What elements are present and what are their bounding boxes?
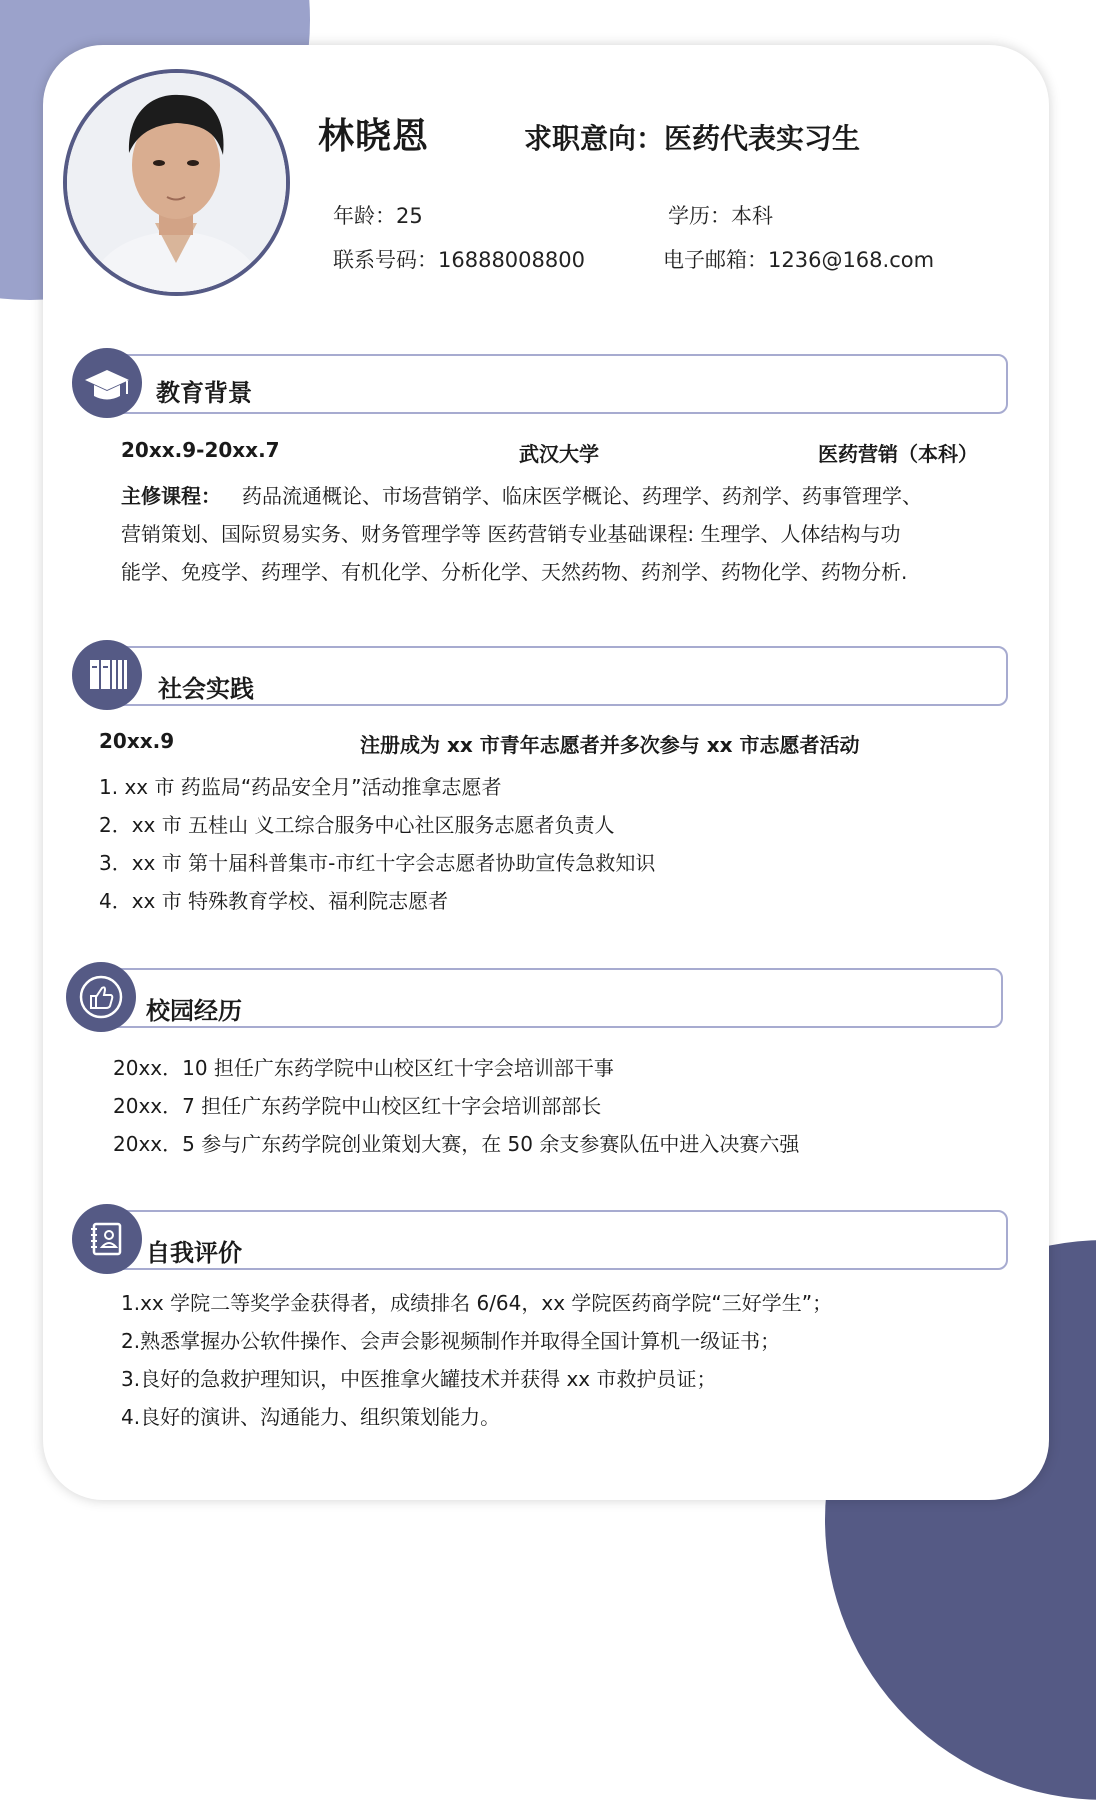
notebook-icon — [72, 1204, 142, 1274]
campus-item-2: 20xx．7 担任广东药学院中山校区红十字会培训部部长 — [113, 1094, 602, 1118]
education-school: 武汉大学 — [519, 442, 599, 466]
education-period: 20xx.9-20xx.7 — [121, 438, 280, 462]
avatar — [63, 69, 290, 296]
education-level-field: 学历：本科 — [668, 204, 773, 228]
thumbs-up-icon — [66, 962, 136, 1032]
education-title: 教育背景 — [156, 379, 252, 407]
practice-item-3: 3．xx 市 第十届科普集市-市红十字会志愿者协助宣传急救知识 — [99, 851, 656, 875]
self-eval-item-2: 2.熟悉掌握办公软件操作、会声会影视频制作并取得全国计算机一级证书； — [121, 1329, 781, 1353]
self-eval-item-4: 4.良好的演讲、沟通能力、组织策划能力。 — [121, 1405, 501, 1429]
portrait-photo — [67, 73, 286, 292]
courses-label: 主修课程： — [121, 484, 221, 508]
practice-item-2: 2．xx 市 五桂山 义工综合服务中心社区服务志愿者负责人 — [99, 813, 615, 837]
email-field: 电子邮箱：1236@168.com — [663, 248, 935, 272]
job-intent: 求职意向：医药代表实习生 — [524, 122, 861, 155]
practice-item-4: 4．xx 市 特殊教育学校、福利院志愿者 — [99, 889, 449, 913]
graduation-cap-icon — [72, 348, 142, 418]
campus-item-1: 20xx．10 担任广东药学院中山校区红十字会培训部干事 — [113, 1056, 614, 1080]
self-eval-section-header — [108, 1210, 1008, 1270]
books-icon — [72, 640, 142, 710]
practice-headline: 注册成为 xx 市青年志愿者并多次参与 xx 市志愿者活动 — [360, 733, 860, 757]
courses-line-1: 药品流通概论、市场营销学、临床医学概论、药理学、药剂学、药事管理学、 — [242, 484, 922, 508]
campus-item-3: 20xx．5 参与广东药学院创业策划大赛，在 50 余支参赛队伍中进入决赛六强 — [113, 1132, 800, 1156]
self-eval-item-1: 1.xx 学院二等奖学金获得者，成绩排名 6/64，xx 学院医药商学院“三好学生”； — [121, 1291, 833, 1315]
courses-line-3: 能学、免疫学、药理学、有机化学、分析化学、天然药物、药剂学、药物化学、药物分析. — [121, 560, 908, 584]
education-major: 医药营销（本科） — [818, 442, 978, 466]
courses-line-2: 营销策划、国际贸易实务、财务管理学等 医药营销专业基础课程: 生理学、人体结构与功 — [121, 522, 901, 546]
campus-title: 校园经历 — [146, 997, 242, 1025]
self-eval-item-3: 3.良好的急救护理知识，中医推拿火罐技术并获得 xx 市救护员证； — [121, 1367, 717, 1391]
practice-item-1: 1. xx 市 药监局“药品安全月”活动推拿志愿者 — [99, 775, 502, 799]
practice-date: 20xx.9 — [99, 729, 175, 753]
self-eval-title: 自我评价 — [146, 1239, 242, 1267]
candidate-name: 林晓恩 — [318, 116, 430, 157]
age-field: 年龄：25 — [333, 204, 423, 228]
practice-title: 社会实践 — [158, 675, 254, 703]
phone-field: 联系号码：16888008800 — [333, 248, 585, 272]
